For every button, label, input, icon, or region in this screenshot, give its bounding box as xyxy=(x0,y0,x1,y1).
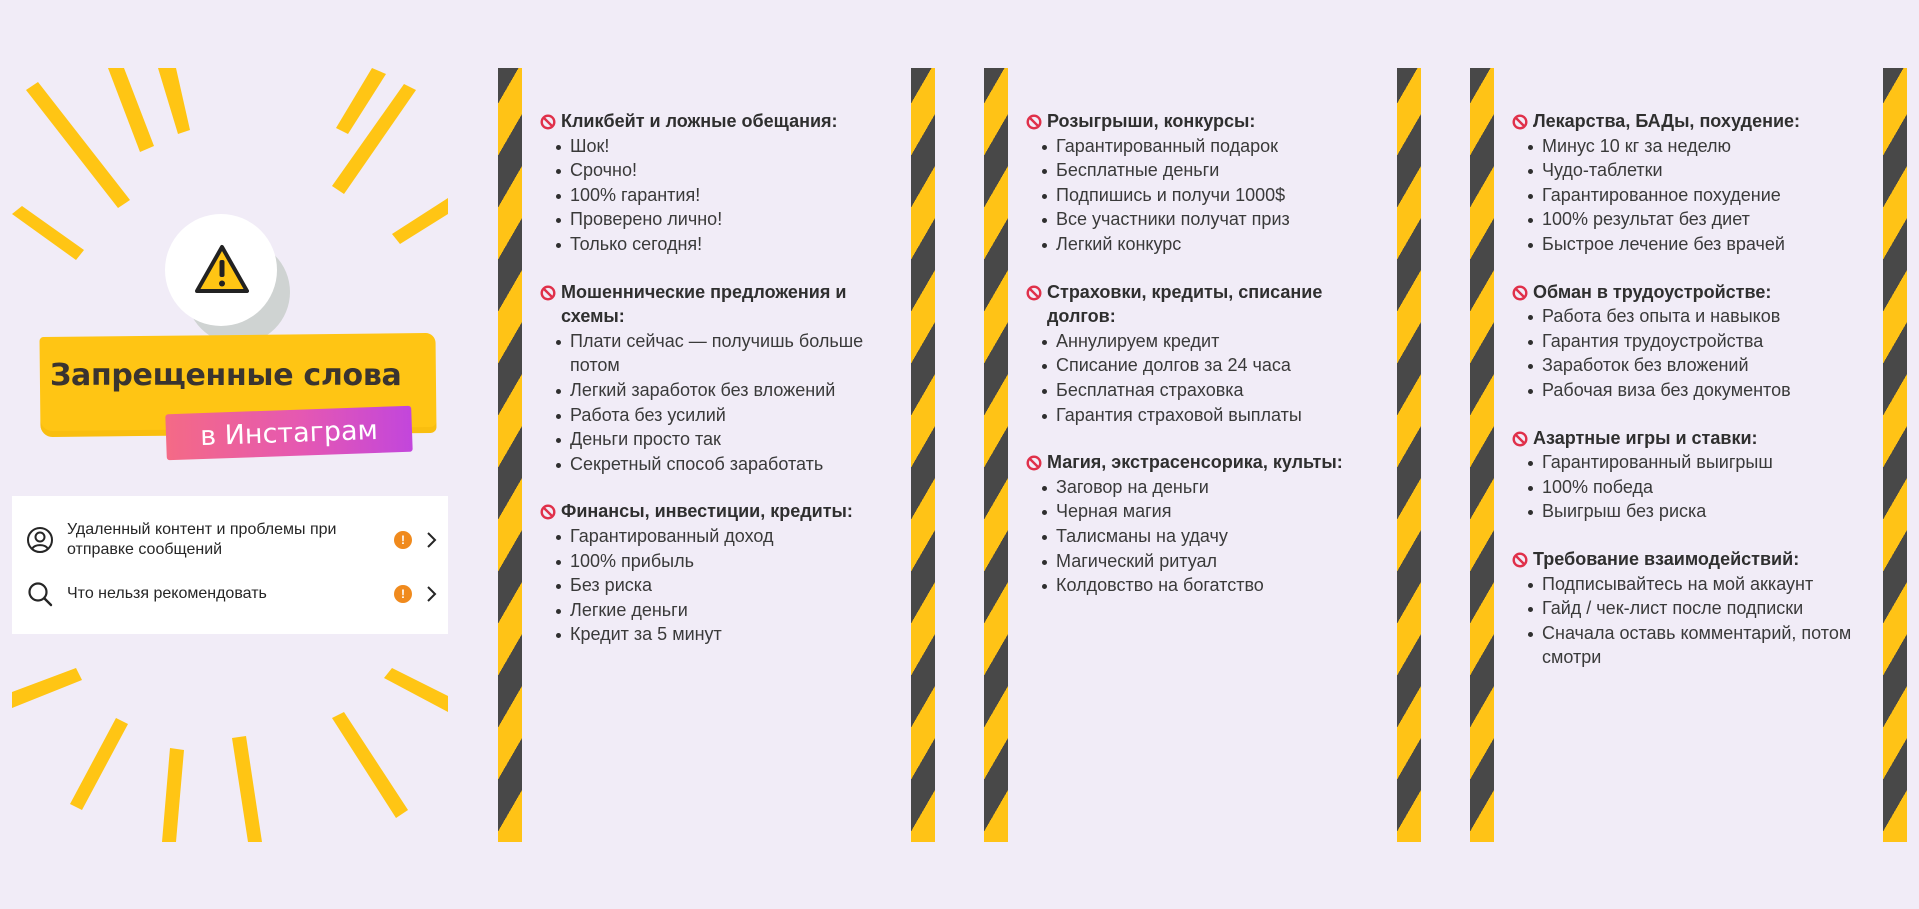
banned-phrase: Талисманы на удачу xyxy=(1040,524,1396,549)
banned-phrase: Легкий заработок без вложений xyxy=(554,378,910,403)
column-content xyxy=(540,109,910,670)
menu-item-label: Удаленный контент и проблемы при отправке сообщений xyxy=(67,521,337,558)
category-title-text: Страховки, кредиты, списание долгов: xyxy=(1047,281,1323,327)
alert-badge-icon: ! xyxy=(394,531,412,549)
banned-phrases-list xyxy=(540,329,910,477)
column-content xyxy=(1512,109,1882,693)
banned-phrase: Подписывайтесь на мой аккаунт xyxy=(1526,572,1882,597)
banned-phrase: Все участники получат приз xyxy=(1040,207,1396,232)
prohibited-icon xyxy=(1026,455,1042,471)
category-title-text: Кликбейт и ложные обещания: xyxy=(561,111,838,131)
warning-triangle-icon xyxy=(195,244,249,294)
banned-phrase: Только сегодня! xyxy=(554,232,910,257)
prohibited-icon xyxy=(1512,431,1528,447)
column-1 xyxy=(498,68,935,842)
category-title xyxy=(1512,280,1882,305)
category-title-text: Азартные игры и ставки: xyxy=(1533,427,1758,448)
menu-item-label: Что нельзя рекомендовать xyxy=(67,585,267,602)
banned-phrase: Гарантия трудоустройства xyxy=(1526,329,1882,354)
prohibited-icon xyxy=(1512,285,1528,301)
column-2 xyxy=(984,68,1421,842)
banned-phrases-list xyxy=(1026,134,1396,257)
cover-card xyxy=(12,68,448,842)
banned-phrase: Рабочая виза без документов xyxy=(1526,378,1882,403)
category-title-text: Розыгрыши, конкурсы: xyxy=(1047,111,1256,131)
banned-phrase: Магический ритуал xyxy=(1040,549,1396,574)
banned-phrase: Работа без опыта и навыков xyxy=(1526,304,1882,329)
banned-phrase: Колдовство на богатство xyxy=(1040,573,1396,598)
hazard-stripe xyxy=(911,68,935,842)
banned-phrase: Гарантированный доход xyxy=(554,524,910,549)
warning-badge xyxy=(165,214,277,326)
column-content xyxy=(1026,109,1396,621)
banned-phrase: Без риска xyxy=(554,573,910,598)
banned-phrase: Чудо-таблетки xyxy=(1526,158,1882,183)
banned-phrase: 100% гарантия! xyxy=(554,183,910,208)
banned-phrase: 100% результат без диет xyxy=(1526,207,1882,232)
category-title xyxy=(540,109,910,134)
banned-phrase: Заговор на деньги xyxy=(1040,475,1396,500)
prohibited-icon xyxy=(540,285,556,301)
banned-category xyxy=(540,499,910,647)
category-title-text: Обман в трудоустройстве: xyxy=(1533,281,1772,302)
banned-category xyxy=(540,280,910,477)
alert-badge-icon: ! xyxy=(394,585,412,603)
hazard-stripe xyxy=(498,68,522,842)
banned-phrase: Гарантированный подарок xyxy=(1040,134,1396,159)
banned-phrase: Срочно! xyxy=(554,158,910,183)
banned-phrase: Аннулируем кредит xyxy=(1040,329,1396,354)
banned-phrase: Бесплатные деньги xyxy=(1040,158,1396,183)
prohibited-icon xyxy=(1026,285,1042,301)
category-title xyxy=(1026,109,1396,134)
chevron-right-icon xyxy=(426,531,438,549)
banned-phrase: Бесплатная страховка xyxy=(1040,378,1396,403)
banned-phrases-list xyxy=(1512,450,1882,524)
banned-phrases-list xyxy=(1512,572,1882,670)
hazard-stripe xyxy=(1470,68,1494,842)
banned-phrase: Гарантированный выигрыш xyxy=(1526,450,1882,475)
banned-phrase: Кредит за 5 минут xyxy=(554,622,910,647)
banned-phrases-list xyxy=(1026,329,1396,427)
search-icon xyxy=(26,580,54,608)
menu-item-not-recommend[interactable] xyxy=(12,564,448,624)
banned-phrase: Легкий конкурс xyxy=(1040,232,1396,257)
chevron-right-icon xyxy=(426,585,438,603)
category-title-text: Магия, экстрасенсорика, культы: xyxy=(1047,452,1343,473)
banned-phrase: Деньги просто так xyxy=(554,427,910,452)
category-title-text: Мошеннические предложения и схемы: xyxy=(561,281,847,327)
hazard-stripe xyxy=(984,68,1008,842)
banned-phrase: Работа без усилий xyxy=(554,403,910,428)
banned-phrase: Быстрое лечение без врачей xyxy=(1526,232,1882,257)
prohibited-icon xyxy=(1512,114,1528,130)
banned-category xyxy=(1026,109,1396,257)
category-title xyxy=(540,499,910,524)
banned-phrases-list xyxy=(540,134,910,257)
category-title xyxy=(1026,450,1396,475)
banned-phrase: Выигрыш без риска xyxy=(1526,499,1882,524)
banned-phrases-list xyxy=(1512,134,1882,257)
banned-phrase: Секретный способ заработать xyxy=(554,452,910,477)
banned-phrase: Легкие деньги xyxy=(554,598,910,623)
banned-phrase: Плати сейчас — получишь больше потом xyxy=(554,329,910,378)
banned-phrase: Черная магия xyxy=(1040,499,1396,524)
banned-category xyxy=(1026,450,1396,598)
category-title xyxy=(1512,426,1882,451)
banned-phrases-list xyxy=(1512,304,1882,402)
banned-phrases-list xyxy=(540,524,910,647)
banned-phrase: Подпишись и получи 1000$ xyxy=(1040,183,1396,208)
banned-phrase: Проверено лично! xyxy=(554,207,910,232)
category-title xyxy=(1512,109,1882,134)
category-title-text: Лекарства, БАДы, похудение: xyxy=(1533,111,1801,131)
banned-phrase: 100% прибыль xyxy=(554,549,910,574)
hazard-stripe xyxy=(1883,68,1907,842)
banned-category xyxy=(1512,547,1882,670)
banned-category xyxy=(540,109,910,257)
banned-category xyxy=(1512,280,1882,403)
banned-phrase: Гарантия страховой выплаты xyxy=(1040,403,1396,428)
category-title xyxy=(1026,280,1396,329)
banned-category xyxy=(1512,426,1882,524)
prohibited-icon xyxy=(1026,114,1042,130)
banned-phrase: Сначала оставь комментарий, потом смотри xyxy=(1526,621,1882,670)
category-title xyxy=(1512,547,1882,572)
banned-category xyxy=(1026,280,1396,428)
page-title: Запрещенные слова xyxy=(50,358,402,393)
user-circle-icon xyxy=(26,526,54,554)
banned-phrase: Гайд / чек-лист после подписки xyxy=(1526,596,1882,621)
banned-phrase: Гарантированное похудение xyxy=(1526,183,1882,208)
banned-phrase: Списание долгов за 24 часа xyxy=(1040,353,1396,378)
banned-phrase: Шок! xyxy=(554,134,910,159)
banned-phrases-list xyxy=(1026,475,1396,598)
banned-phrase: Заработок без вложений xyxy=(1526,353,1882,378)
category-title-text: Требование взаимодействий: xyxy=(1533,548,1800,569)
prohibited-icon xyxy=(540,504,556,520)
column-3 xyxy=(1470,68,1907,842)
banned-phrase: 100% победа xyxy=(1526,475,1882,500)
instagram-menu xyxy=(12,496,448,634)
hazard-stripe xyxy=(1397,68,1421,842)
banned-phrase: Минус 10 кг за неделю xyxy=(1526,134,1882,159)
page-subtitle: в Инстаграм xyxy=(165,406,412,461)
banned-category xyxy=(1512,109,1882,257)
prohibited-icon xyxy=(540,114,556,130)
category-title-text: Финансы, инвестиции, кредиты: xyxy=(561,501,853,522)
menu-item-removed-content[interactable] xyxy=(12,510,448,570)
prohibited-icon xyxy=(1512,552,1528,568)
category-title xyxy=(540,280,910,329)
